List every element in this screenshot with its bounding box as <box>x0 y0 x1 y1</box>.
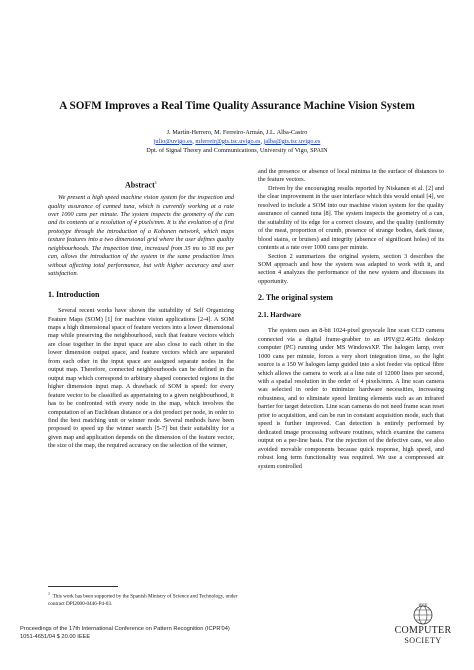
proceedings-info <box>20 625 230 641</box>
intro-heading: 1. Introduction <box>48 289 100 299</box>
hardware-paragraph: The system uses an 8-bit 1024-pixel greyscale line scan CCD camera connected via a digital frame-grabber to an iPIV@2.4GHz desktop computer (PC) running under MS WindowsXP. The halogen lamp, over 1000 cans per minute, forces a very short integration time, so the light source is a 150 W halogen lamp guided into a slot feeder via optical fibre which allows the camera to work at a line rate of 12000 lines per second, with a spatial resolution in the order of 4 pixels/mm. A line scan camera was selected in order to minimize hardware necessities, increasing robustness, and to eliminate speed limiting elements such as an infrared barrier for target detection. Line scan cameras do not need frame scan reset prior to acquisition, and can be run in constant acquisition mode, such that speed is further improved. Can detection is entirely performed by dedicated image processing software routines, which examine the camera output on a per-line basis. For the rejection of the defective cans, we also avoided movable components because quick response, high speed, and robust long term functionality was required. We use a compressed air system controlled <box>258 327 444 470</box>
email-link-1[interactable]: julio@uvigo.es <box>153 137 193 145</box>
section2-heading: 2. The original system <box>258 293 333 303</box>
footnote-divider <box>48 586 118 587</box>
author-names: J. Martín-Herrero, M. Ferreiro-Armán, J.L. Alba-Castro <box>166 129 308 136</box>
author-emails: julio@uvigo.es, mferreir@gts.tsc.uvigo.es, jalba@gts.tsc.uvigo.es <box>153 137 321 145</box>
abstract-text: We present a high speed machine vision system for the inspection and quality assurance of canned tuna, which is currently working at a rate over 1000 cans per minute. The system inspects the geometry of the can and its contents at a resolution of 4 pixels/mm. It is the evolution of a first prototype through the introduction of a Kohonen network, which maps texture features into a two dimensional grid where the user defines quality neighbourhoods. The inspection time, increased from 35 ms to 38 ms per can, allows the introduction of the system in the same production lines without affecting total performance, but with higher accuracy and user satisfaction. <box>48 194 234 278</box>
section21-heading: 2.1. Hardware <box>258 310 301 319</box>
logo-ieee-text: IEEE <box>418 602 428 607</box>
abstract-heading: Abstract$^1$ <box>124 180 158 190</box>
author-affiliation: Dpt. of Signal Theory and Communications, University of Vigo, SPAIN <box>146 146 328 154</box>
continued-paragraph: and the presence or absence of local minima in the surface of distances to the feature vectors. <box>258 168 444 184</box>
footnote-text: This work has been supported by the Spanish Ministry of Science and Technology, under contract DPI2000-0446-P4-03. <box>48 593 238 607</box>
email-link-2[interactable]: mferreir@gts.tsc.uvigo.es <box>195 137 261 145</box>
computer-society-logo <box>392 600 454 650</box>
email-link-3[interactable]: jalba@gts.tsc.uvigo.es <box>263 137 321 145</box>
left-column <box>48 179 234 451</box>
author-block <box>0 129 474 155</box>
paragraph-outline: Section 2 summarizes the original system, section 3 describes the SOM approach and how the system was adapted to work with it, and section 4 analyzes the performance of the new system and discusses its opportunity. <box>258 252 444 285</box>
paragraph-motivation: Driven by the encouraging results reported by Niskanen et al. [2] and the clear improvement in the user interface which this would entail [4], we resolved to include a SOM into our machine vision system for the quality assurance of canned tuna [8]. The system inspects the geometry of a can, the suitability of its edge for a correct closure, and the quality (uniformity of the meat, proportion of crumb, presence of strange bodies, dark tissue, blood stains, or bruises) and integrity (absence of significant holes) of its contents at a rate over 1000 cans per minute. <box>258 184 444 252</box>
paper-title: A SOFM Improves a Real Time Quality Assurance Machine Vision System <box>59 100 415 112</box>
right-column <box>258 168 444 471</box>
logo-society-text: SOCIETY <box>404 636 442 645</box>
footnote-marker: 1 <box>154 180 158 185</box>
logo-computer-text: COMPUTER <box>394 625 452 636</box>
intro-paragraph: Several recent works have shown the suitability of Self Organizing Feature Maps (SOM) [1] for machine vision applications [2-4]. A SOM maps a high dimensional space of feature vectors into a lower dimensional map while preserving the neighbourhood, such that feature vectors which are close together in the input space are also close to each other in the lower dimension output space, and feature vectors which are separated from each other in the input space are assigned separate nodes in the output map. Therefore, connected neighbourhoods can be defined in the output map which correspond to arbitrary shaped connected regions in the higher dimension input map. A drawback of SOM is speed: for every feature vector to be classified as appertaining to a given neighbourhood, it has to be confronted with every node in the map, which involves the computation of an Euclidean distance or a dot product per node, in order to find the best matching unit or winner node. Several methods have been proposed to speed up the winner search [5-7] but their suitability for a given map and application depends on the dimension of the feature vector, the size of the map, the required accuracy on the selection of the winner, <box>48 307 234 450</box>
footnote: $^1$ This work has been supported by the Spanish Ministry of Science and Technology, under contract DPI2000-0446-P4-03. <box>48 591 238 607</box>
proceedings-line1: Proceedings of the 17th International Conference on Pattern Recognition (ICPR'04) <box>20 626 230 632</box>
proceedings-line2: 1051-4651/04 $ 20.00 IEEE <box>20 634 91 640</box>
